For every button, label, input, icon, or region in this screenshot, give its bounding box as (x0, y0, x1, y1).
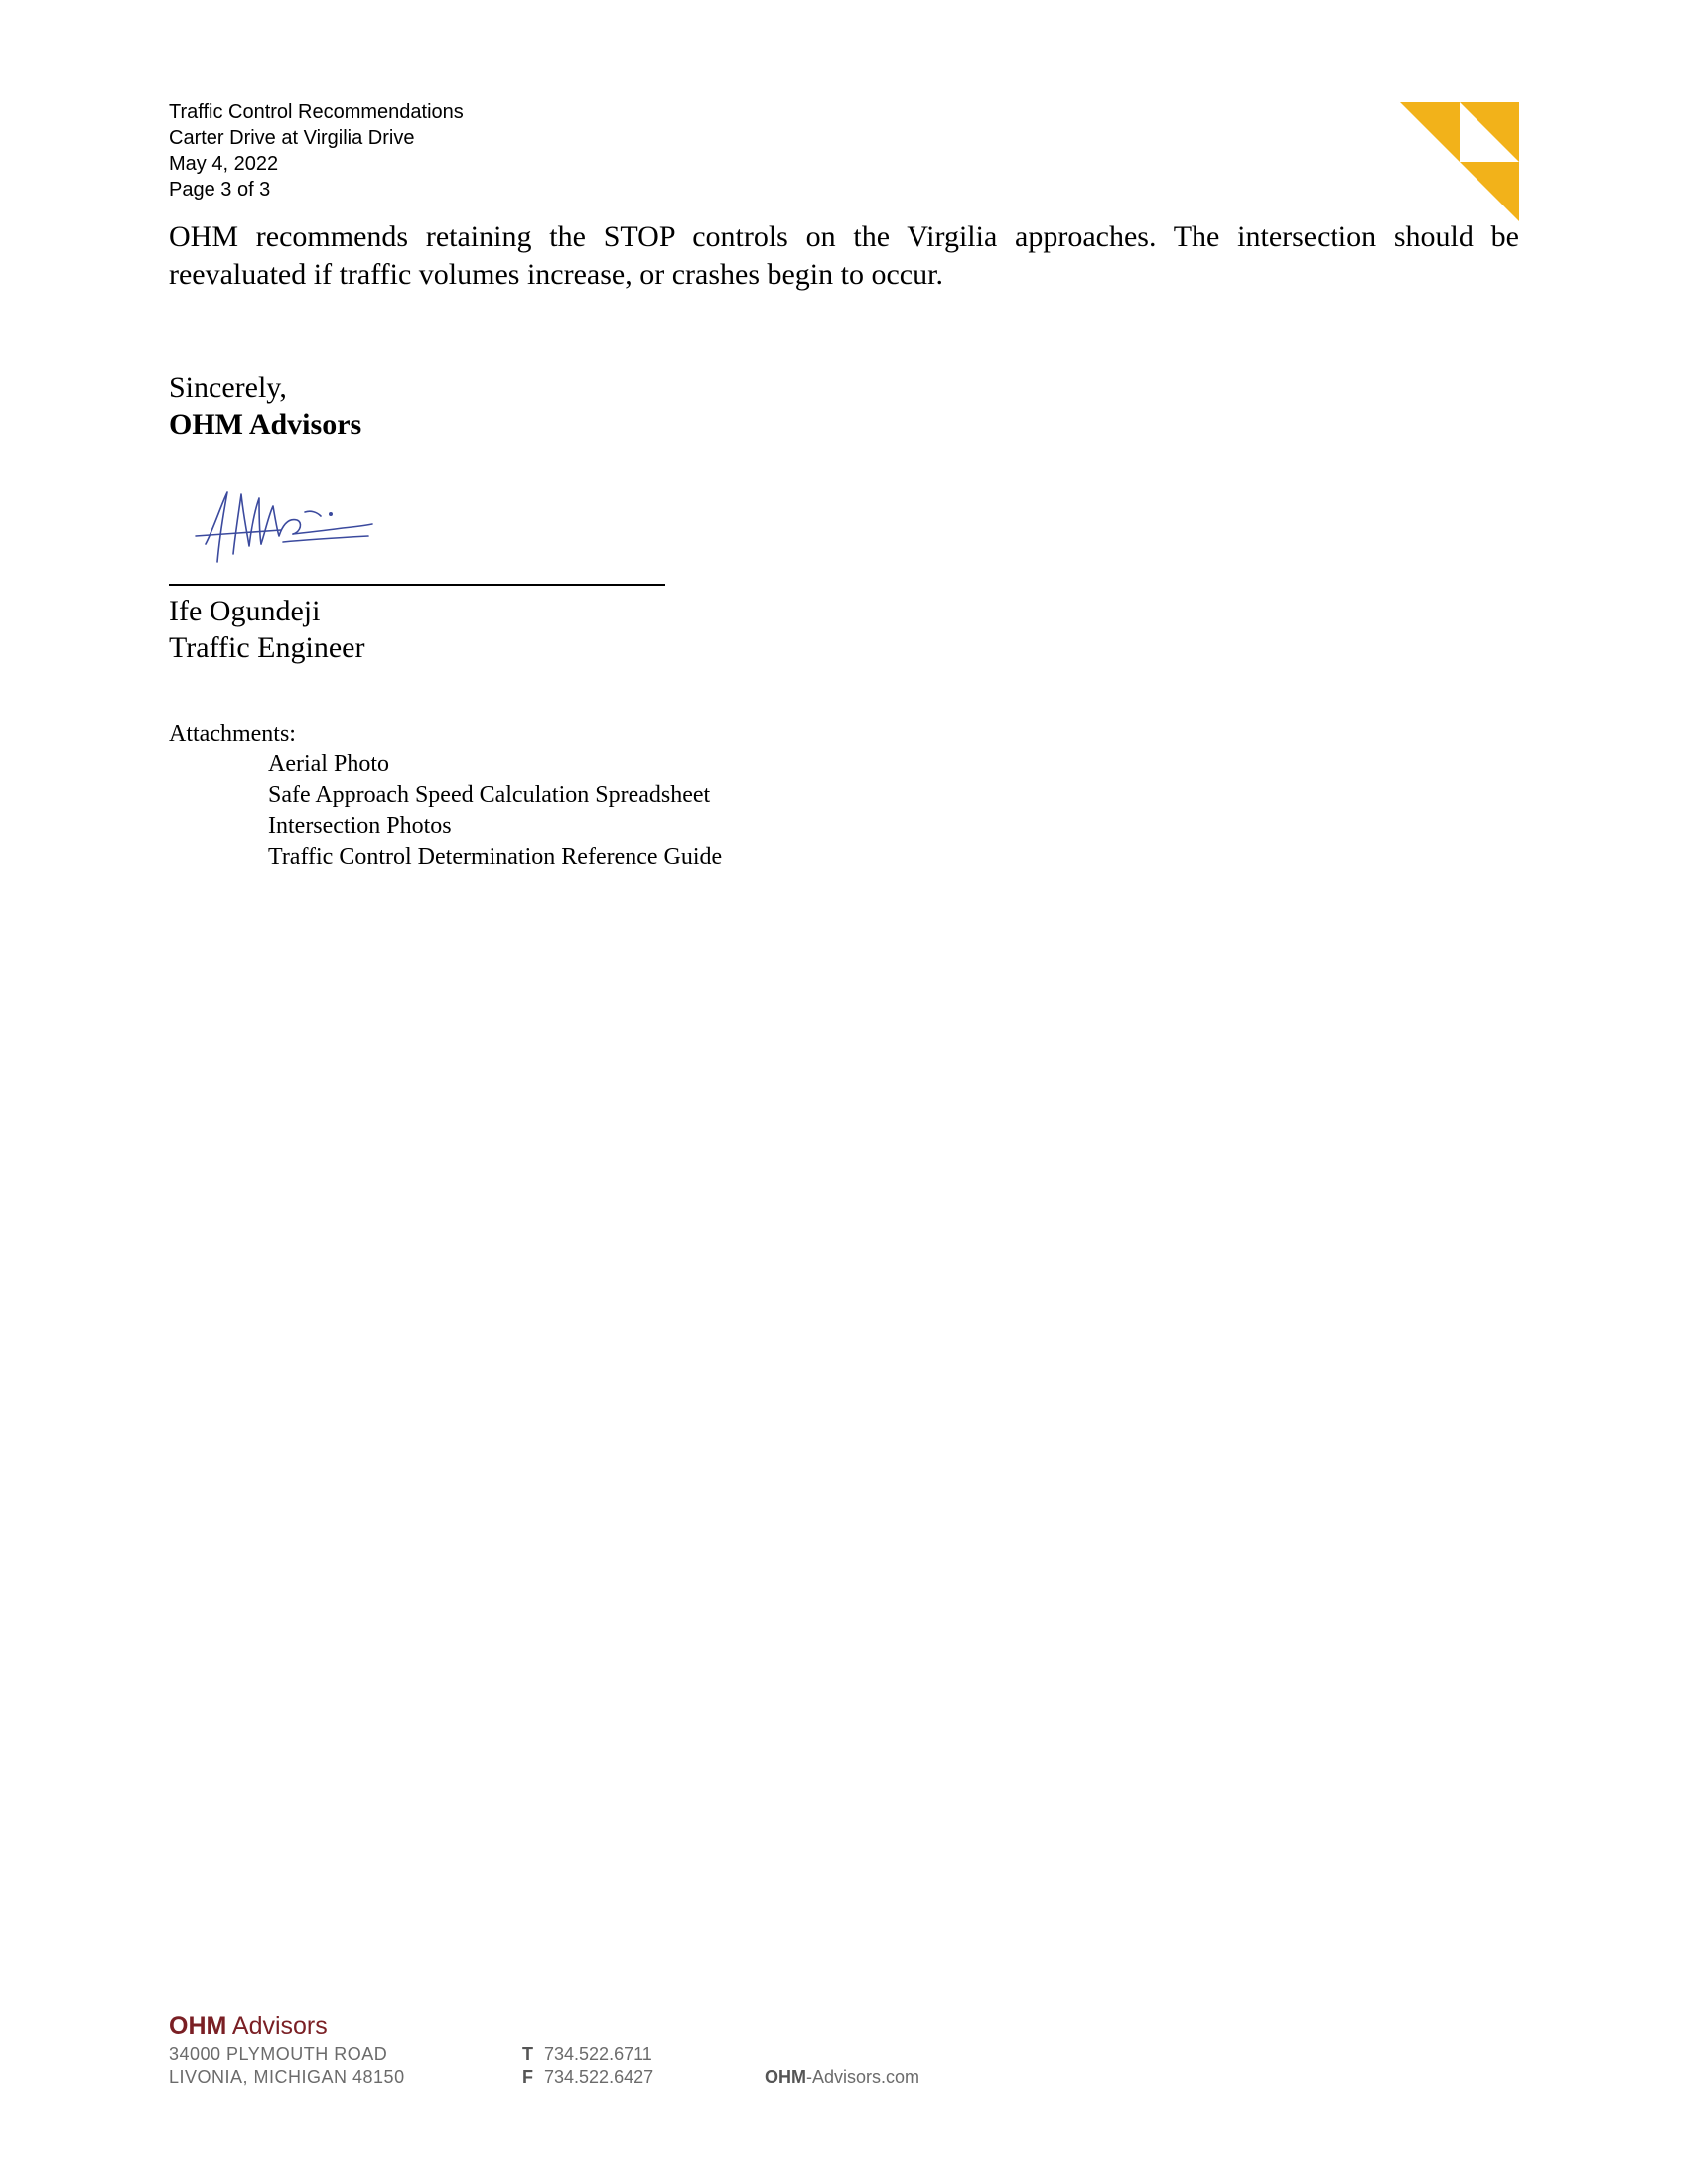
recommendation-paragraph: OHM recommends retaining the STOP controls on the Virgilia approaches. The intersection should be reevaluated if traffic volumes increase, or crashes begin to occur. (169, 220, 1519, 291)
attachment-item: Intersection Photos (268, 813, 452, 839)
attachments-section (169, 719, 722, 873)
footer-brand (169, 2011, 405, 2041)
company-name: OHM Advisors (169, 408, 362, 441)
header-title: Traffic Control Recommendations (169, 101, 464, 123)
header-date: May 4, 2022 (169, 153, 279, 175)
attachment-item: Safe Approach Speed Calculation Spreadsheet (268, 782, 711, 808)
footer-phone-label: T (522, 2044, 533, 2064)
attachment-item: Aerial Photo (268, 751, 389, 777)
footer-phone: 734.522.6711 (544, 2044, 652, 2064)
attachments-list (169, 750, 722, 873)
footer-website-rest: -Advisors.com (806, 2067, 920, 2087)
ohm-triangles-logo-icon (1400, 102, 1519, 221)
salutation: Sincerely, (169, 371, 287, 404)
footer-contact (522, 2043, 653, 2089)
footer-address (169, 2043, 405, 2089)
footer-fax: 734.522.6427 (544, 2067, 654, 2087)
attachment-item: Traffic Control Determination Reference Guide (268, 844, 723, 870)
footer-address-street: 34000 PLYMOUTH ROAD (169, 2044, 388, 2064)
signature-line (169, 584, 665, 586)
handwritten-signature-icon (194, 484, 392, 569)
footer-website-bold: OHM (765, 2067, 806, 2087)
closing-block (169, 369, 361, 443)
footer-brand-light: Advisors (226, 2012, 328, 2040)
footer-website (765, 2066, 919, 2089)
footer-address-city: LIVONIA, MICHIGAN 48150 (169, 2067, 405, 2087)
footer-brand-bold: OHM (169, 2012, 227, 2040)
attachments-label: Attachments: (169, 721, 296, 747)
header-location: Carter Drive at Virgilia Drive (169, 127, 415, 149)
header-page-number: Page 3 of 3 (169, 179, 271, 201)
signer-name: Ife Ogundeji (169, 595, 321, 627)
footer-fax-row (522, 2066, 653, 2089)
page-footer (169, 2011, 920, 2089)
footer-phone-row (522, 2043, 653, 2066)
page-header (169, 99, 464, 203)
signer-title: Traffic Engineer (169, 631, 365, 664)
signer-block (169, 593, 364, 666)
footer-fax-label: F (522, 2067, 533, 2087)
